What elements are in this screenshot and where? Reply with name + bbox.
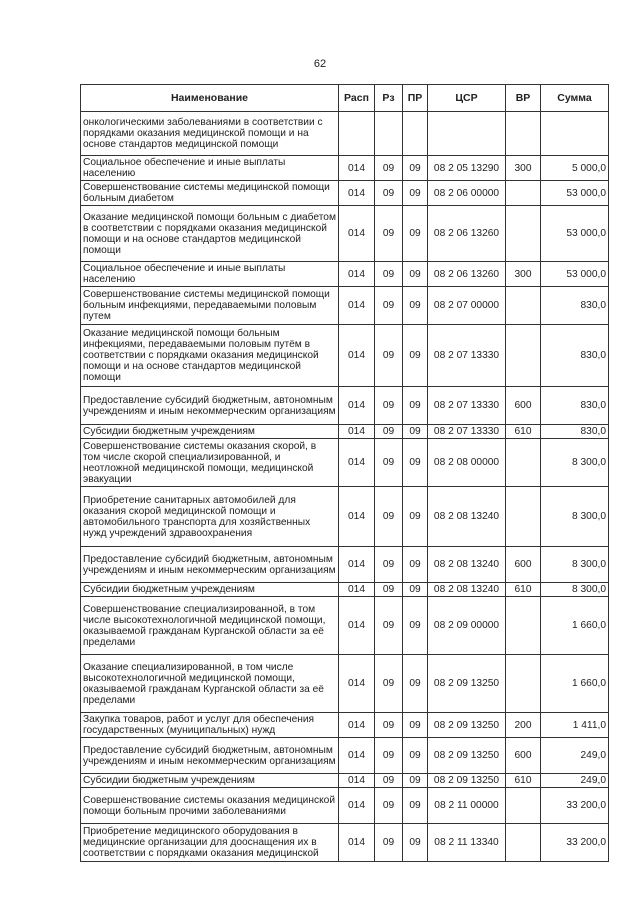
cell-csr: 08 2 09 13250 xyxy=(428,774,506,788)
table-row xyxy=(81,287,609,325)
cell-rasp: 014 xyxy=(339,487,375,547)
cell-name: Совершенствование системы оказания медицинской помощи больным прочими заболеваниями xyxy=(81,788,339,824)
cell-name: Приобретение санитарных автомобилей для оказания скорой медицинской помощи и автомобильного транспорта для хозяйственных нужд учреждений здравоохранения xyxy=(81,487,339,547)
table-row xyxy=(81,387,609,425)
cell-rasp: 014 xyxy=(339,206,375,262)
cell-rz: 09 xyxy=(375,547,403,583)
cell-csr: 08 2 08 00000 xyxy=(428,439,506,487)
header-rasp: Расп xyxy=(339,85,375,112)
cell-rasp: 014 xyxy=(339,387,375,425)
table-row xyxy=(81,439,609,487)
cell-name: Совершенствование системы оказания скорой, в том числе скорой специализированной, и неотложной медицинской помощи, медицинской эвакуации xyxy=(81,439,339,487)
cell-name: Предоставление субсидий бюджетным, автономным учреждениям и иным некоммерческим организациям xyxy=(81,738,339,774)
table-row xyxy=(81,181,609,206)
page-number: 62 xyxy=(313,58,327,70)
cell-csr: 08 2 07 13330 xyxy=(428,325,506,387)
cell-pr: 09 xyxy=(403,547,428,583)
table-header-row xyxy=(81,85,609,112)
table-row xyxy=(81,713,609,738)
cell-vr xyxy=(506,439,541,487)
table-row xyxy=(81,788,609,824)
cell-name: Совершенствование специализированной, в том числе высокотехнологичной медицинской помощи, оказываемой гражданам Курганской области за её пределами xyxy=(81,597,339,655)
cell-sum: 830,0 xyxy=(541,287,609,325)
cell-rz: 09 xyxy=(375,713,403,738)
cell-csr: 08 2 11 13340 xyxy=(428,824,506,862)
cell-rz: 09 xyxy=(375,774,403,788)
cell-name: Социальное обеспечение и иные выплаты населению xyxy=(81,262,339,287)
cell-vr: 300 xyxy=(506,262,541,287)
cell-sum: 830,0 xyxy=(541,325,609,387)
cell-sum: 1 411,0 xyxy=(541,713,609,738)
header-vr: ВР xyxy=(506,85,541,112)
cell-csr: 08 2 07 13330 xyxy=(428,425,506,439)
cell-vr: 600 xyxy=(506,547,541,583)
cell-pr: 09 xyxy=(403,655,428,713)
cell-sum: 8 300,0 xyxy=(541,487,609,547)
cell-rz: 09 xyxy=(375,597,403,655)
cell-sum: 5 000,0 xyxy=(541,156,609,181)
cell-vr: 610 xyxy=(506,774,541,788)
cell-rasp: 014 xyxy=(339,425,375,439)
cell-vr xyxy=(506,597,541,655)
cell-rasp: 014 xyxy=(339,262,375,287)
cell-rasp xyxy=(339,112,375,156)
cell-rasp: 014 xyxy=(339,655,375,713)
cell-pr: 09 xyxy=(403,824,428,862)
cell-vr xyxy=(506,655,541,713)
cell-name: Оказание медицинской помощи больным с диабетом в соответствии с порядками оказания медицинской помощи и на основе стандартов медицинской помощи xyxy=(81,206,339,262)
cell-sum: 53 000,0 xyxy=(541,262,609,287)
cell-name: Совершенствование системы медицинской помощи больным инфекциями, передаваемыми половым путем xyxy=(81,287,339,325)
cell-name: Социальное обеспечение и иные выплаты населению xyxy=(81,156,339,181)
cell-vr xyxy=(506,487,541,547)
cell-pr: 09 xyxy=(403,206,428,262)
cell-pr: 09 xyxy=(403,156,428,181)
cell-name: Субсидии бюджетным учреждениям xyxy=(81,583,339,597)
cell-sum: 8 300,0 xyxy=(541,583,609,597)
cell-sum: 53 000,0 xyxy=(541,181,609,206)
cell-csr: 08 2 09 13250 xyxy=(428,713,506,738)
cell-vr: 610 xyxy=(506,425,541,439)
table-row xyxy=(81,583,609,597)
cell-csr: 08 2 06 13260 xyxy=(428,206,506,262)
table-row xyxy=(81,774,609,788)
budget-table xyxy=(80,84,609,862)
cell-csr: 08 2 09 13250 xyxy=(428,738,506,774)
cell-rz: 09 xyxy=(375,439,403,487)
cell-vr: 610 xyxy=(506,583,541,597)
cell-pr: 09 xyxy=(403,597,428,655)
cell-sum: 1 660,0 xyxy=(541,655,609,713)
cell-sum xyxy=(541,112,609,156)
header-name: Наименование xyxy=(81,85,339,112)
cell-rz: 09 xyxy=(375,287,403,325)
cell-rasp: 014 xyxy=(339,774,375,788)
cell-pr: 09 xyxy=(403,387,428,425)
cell-pr xyxy=(403,112,428,156)
cell-vr: 600 xyxy=(506,738,541,774)
cell-pr: 09 xyxy=(403,788,428,824)
cell-pr: 09 xyxy=(403,262,428,287)
table-row xyxy=(81,425,609,439)
cell-sum: 53 000,0 xyxy=(541,206,609,262)
cell-sum: 8 300,0 xyxy=(541,547,609,583)
cell-csr: 08 2 07 13330 xyxy=(428,387,506,425)
table-row xyxy=(81,325,609,387)
cell-pr: 09 xyxy=(403,181,428,206)
cell-csr: 08 2 09 13250 xyxy=(428,655,506,713)
cell-rz xyxy=(375,112,403,156)
cell-name: Предоставление субсидий бюджетным, автономным учреждениям и иным некоммерческим организациям xyxy=(81,387,339,425)
cell-name: Предоставление субсидий бюджетным, автономным учреждениям и иным некоммерческим организациям xyxy=(81,547,339,583)
cell-rz: 09 xyxy=(375,262,403,287)
cell-rz: 09 xyxy=(375,325,403,387)
cell-rz: 09 xyxy=(375,487,403,547)
cell-rasp: 014 xyxy=(339,439,375,487)
table-row xyxy=(81,112,609,156)
table-row xyxy=(81,597,609,655)
cell-pr: 09 xyxy=(403,425,428,439)
cell-name: Совершенствование системы медицинской помощи больным диабетом xyxy=(81,181,339,206)
cell-csr: 08 2 06 13260 xyxy=(428,262,506,287)
cell-rz: 09 xyxy=(375,181,403,206)
cell-rz: 09 xyxy=(375,156,403,181)
cell-rasp: 014 xyxy=(339,325,375,387)
cell-rasp: 014 xyxy=(339,156,375,181)
header-csr: ЦСР xyxy=(428,85,506,112)
cell-rasp: 014 xyxy=(339,181,375,206)
cell-rasp: 014 xyxy=(339,824,375,862)
cell-vr xyxy=(506,112,541,156)
cell-rz: 09 xyxy=(375,425,403,439)
cell-name: онкологическими заболеваниями в соответствии с порядками оказания медицинской помощи и на основе стандартов медицинской помощи xyxy=(81,112,339,156)
cell-csr xyxy=(428,112,506,156)
cell-vr: 200 xyxy=(506,713,541,738)
cell-name: Оказание медицинской помощи больным инфекциями, передаваемыми половым путём в соответствии с порядками оказания медицинской помощи и на основе стандартов медицинской помощи xyxy=(81,325,339,387)
cell-pr: 09 xyxy=(403,287,428,325)
table-row xyxy=(81,156,609,181)
cell-sum: 249,0 xyxy=(541,774,609,788)
cell-vr: 300 xyxy=(506,156,541,181)
table-row xyxy=(81,487,609,547)
cell-pr: 09 xyxy=(403,487,428,547)
header-pr: ПР xyxy=(403,85,428,112)
cell-pr: 09 xyxy=(403,583,428,597)
cell-sum: 8 300,0 xyxy=(541,439,609,487)
cell-sum: 830,0 xyxy=(541,387,609,425)
cell-name: Оказание специализированной, в том числе высокотехнологичной медицинской помощи, оказываемой гражданам Курганской области за её пределами xyxy=(81,655,339,713)
cell-csr: 08 2 08 13240 xyxy=(428,547,506,583)
cell-rz: 09 xyxy=(375,655,403,713)
table-row xyxy=(81,655,609,713)
cell-csr: 08 2 08 13240 xyxy=(428,487,506,547)
cell-pr: 09 xyxy=(403,713,428,738)
cell-csr: 08 2 08 13240 xyxy=(428,583,506,597)
cell-rz: 09 xyxy=(375,824,403,862)
cell-rz: 09 xyxy=(375,387,403,425)
header-rz: Рз xyxy=(375,85,403,112)
cell-name: Приобретение медицинского оборудования в медицинские организации для дооснащения их в соответствии с порядками оказания медицинской xyxy=(81,824,339,862)
cell-name: Закупка товаров, работ и услуг для обеспечения государственных (муниципальных) нужд xyxy=(81,713,339,738)
cell-name: Субсидии бюджетным учреждениям xyxy=(81,774,339,788)
cell-rasp: 014 xyxy=(339,547,375,583)
cell-csr: 08 2 11 00000 xyxy=(428,788,506,824)
cell-rasp: 014 xyxy=(339,738,375,774)
cell-vr xyxy=(506,325,541,387)
table-row xyxy=(81,547,609,583)
cell-rasp: 014 xyxy=(339,583,375,597)
cell-pr: 09 xyxy=(403,325,428,387)
cell-csr: 08 2 09 00000 xyxy=(428,597,506,655)
cell-rz: 09 xyxy=(375,583,403,597)
cell-sum: 830,0 xyxy=(541,425,609,439)
table-row xyxy=(81,738,609,774)
cell-vr xyxy=(506,824,541,862)
cell-sum: 33 200,0 xyxy=(541,824,609,862)
cell-rasp: 014 xyxy=(339,788,375,824)
cell-pr: 09 xyxy=(403,439,428,487)
cell-pr: 09 xyxy=(403,774,428,788)
cell-rz: 09 xyxy=(375,738,403,774)
cell-vr xyxy=(506,206,541,262)
cell-csr: 08 2 07 00000 xyxy=(428,287,506,325)
cell-rz: 09 xyxy=(375,206,403,262)
header-sum: Сумма xyxy=(541,85,609,112)
table-row xyxy=(81,206,609,262)
cell-csr: 08 2 06 00000 xyxy=(428,181,506,206)
cell-vr xyxy=(506,181,541,206)
cell-rz: 09 xyxy=(375,788,403,824)
cell-rasp: 014 xyxy=(339,597,375,655)
cell-vr xyxy=(506,788,541,824)
cell-name: Субсидии бюджетным учреждениям xyxy=(81,425,339,439)
cell-vr: 600 xyxy=(506,387,541,425)
cell-sum: 1 660,0 xyxy=(541,597,609,655)
cell-rasp: 014 xyxy=(339,713,375,738)
cell-csr: 08 2 05 13290 xyxy=(428,156,506,181)
cell-sum: 249,0 xyxy=(541,738,609,774)
cell-sum: 33 200,0 xyxy=(541,788,609,824)
cell-vr xyxy=(506,287,541,325)
cell-pr: 09 xyxy=(403,738,428,774)
table-row xyxy=(81,824,609,862)
cell-rasp: 014 xyxy=(339,287,375,325)
table-row xyxy=(81,262,609,287)
